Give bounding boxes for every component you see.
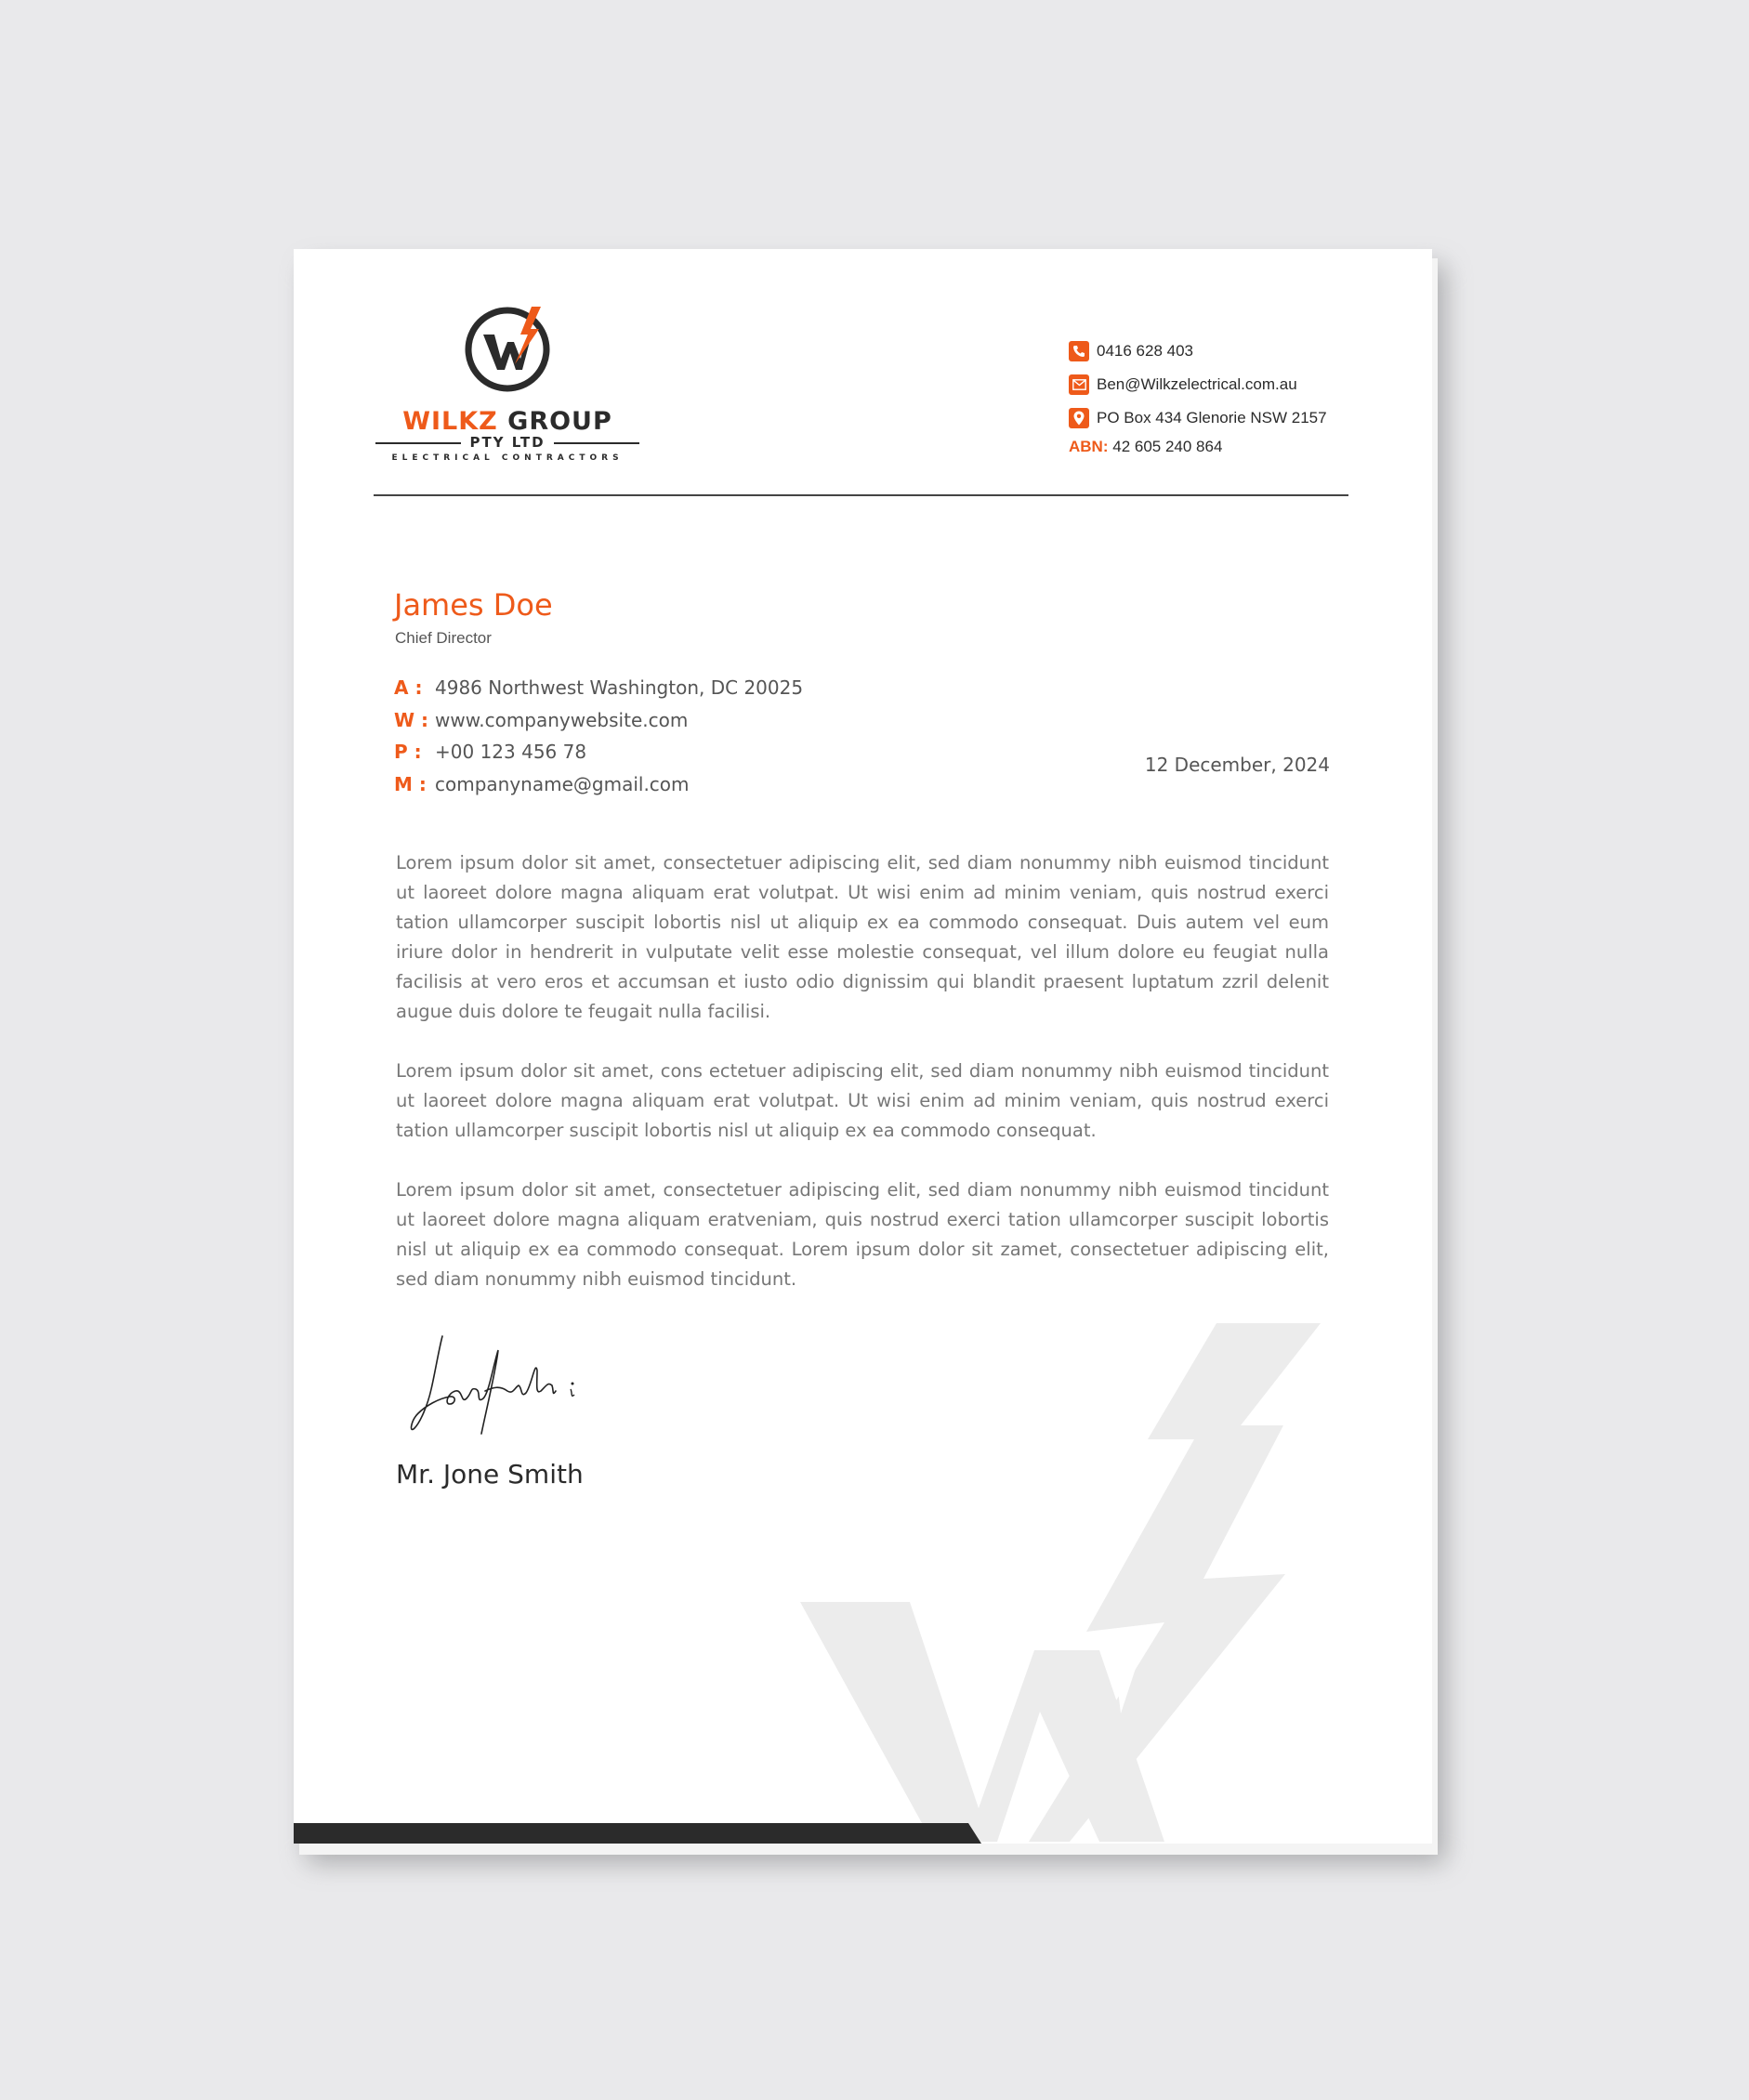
- company-contacts: [1069, 335, 1403, 456]
- logo-wordmark: [375, 407, 639, 436]
- detail-label: A :: [394, 676, 423, 700]
- logo-wordmark-dark: GROUP: [507, 407, 612, 436]
- letter-date: 12 December, 2024: [1144, 754, 1330, 776]
- location-pin-icon: [1069, 408, 1089, 428]
- detail-value: 4986 Northwest Washington, DC 20025: [435, 676, 804, 700]
- detail-value: +00 123 456 78: [435, 741, 587, 764]
- logo-rule-right: [554, 442, 639, 444]
- letter-body: [396, 848, 1329, 1324]
- watermark-logo: [800, 1323, 1432, 1844]
- abn-row: [1069, 438, 1403, 456]
- mail-icon: [1069, 374, 1089, 395]
- logo-wordmark-accent: WILKZ: [402, 407, 498, 436]
- contact-phone: [1069, 335, 1403, 368]
- detail-label: P :: [394, 741, 422, 764]
- lightning-bolt-icon: [463, 305, 552, 394]
- detail-phone: [394, 736, 803, 768]
- detail-label: M :: [394, 772, 427, 795]
- detail-address: [394, 672, 803, 704]
- body-paragraph: Lorem ipsum dolor sit amet, consectetuer adipiscing elit, sed diam nonummy nibh euismod tincidunt ut laoreet dolore magna aliquam eratveniam, quis nostrud exerci tation ullamcorper suscipit lobortis nisl ut aliquip ex ea commodo consequat. Lorem ipsum dolor sit zamet, consectetuer adipiscing elit, sed diam nonummy nibh euismod tincidunt.: [396, 1179, 1329, 1290]
- sender-title: Chief Director: [395, 629, 492, 647]
- sender-details: [394, 672, 803, 800]
- header-divider: [374, 494, 1348, 496]
- body-paragraph: Lorem ipsum dolor sit amet, consectetuer adipiscing elit, sed diam nonummy nibh euismod tincidunt ut laoreet dolore magna aliquam erat volutpat. Ut wisi enim ad minim veniam, quis nostrud exerci tation ullamcorper suscipit lobortis nisl ut aliquip ex ea commodo consequat. Duis autem vel eum iriure dolor in hendrerit in vulputate velit esse molestie consequat, vel illum dolore eu feugiat nulla facilisis at vero eros et accumsan et iusto odio dignissim qui blandit praesent luptatum zzril delenit augue duis dolore te feugait nulla facilisi.: [396, 852, 1329, 1022]
- sender-name: James Doe: [394, 587, 553, 623]
- detail-label: W :: [394, 708, 429, 731]
- letterhead-page: [294, 249, 1432, 1844]
- contact-address: [1069, 401, 1403, 435]
- contact-email-text: Ben@Wilkzelectrical.com.au: [1097, 375, 1297, 393]
- contact-email: [1069, 368, 1403, 401]
- detail-value: companyname@gmail.com: [435, 772, 690, 795]
- detail-email: [394, 768, 803, 801]
- logo-subline: PTY LTD: [469, 434, 546, 451]
- contact-phone-text: 0416 628 403: [1097, 342, 1193, 360]
- footer-bar: [294, 1823, 981, 1844]
- company-logo: [375, 305, 639, 463]
- abn-label: ABN:: [1069, 438, 1109, 455]
- contact-address-text: PO Box 434 Glenorie NSW 2157: [1097, 409, 1327, 427]
- detail-value: www.companywebsite.com: [435, 708, 689, 731]
- body-paragraph: Lorem ipsum dolor sit amet, cons ectetuer adipiscing elit, sed diam nonummy nibh euismod tincidunt ut laoreet dolore magna aliquam erat volutpat. Ut wisi enim ad minim veniam, quis nostrud exerci tation ullamcorper suscipit lobortis nisl ut aliquip ex ea commodo consequat.: [396, 1060, 1329, 1141]
- abn-value: 42 605 240 864: [1112, 438, 1223, 455]
- phone-icon: [1069, 341, 1089, 361]
- signature-mark: [407, 1332, 593, 1448]
- detail-website: [394, 704, 803, 737]
- signer-name: Mr. Jone Smith: [396, 1459, 584, 1490]
- logo-tagline: ELECTRICAL CONTRACTORS: [391, 453, 624, 463]
